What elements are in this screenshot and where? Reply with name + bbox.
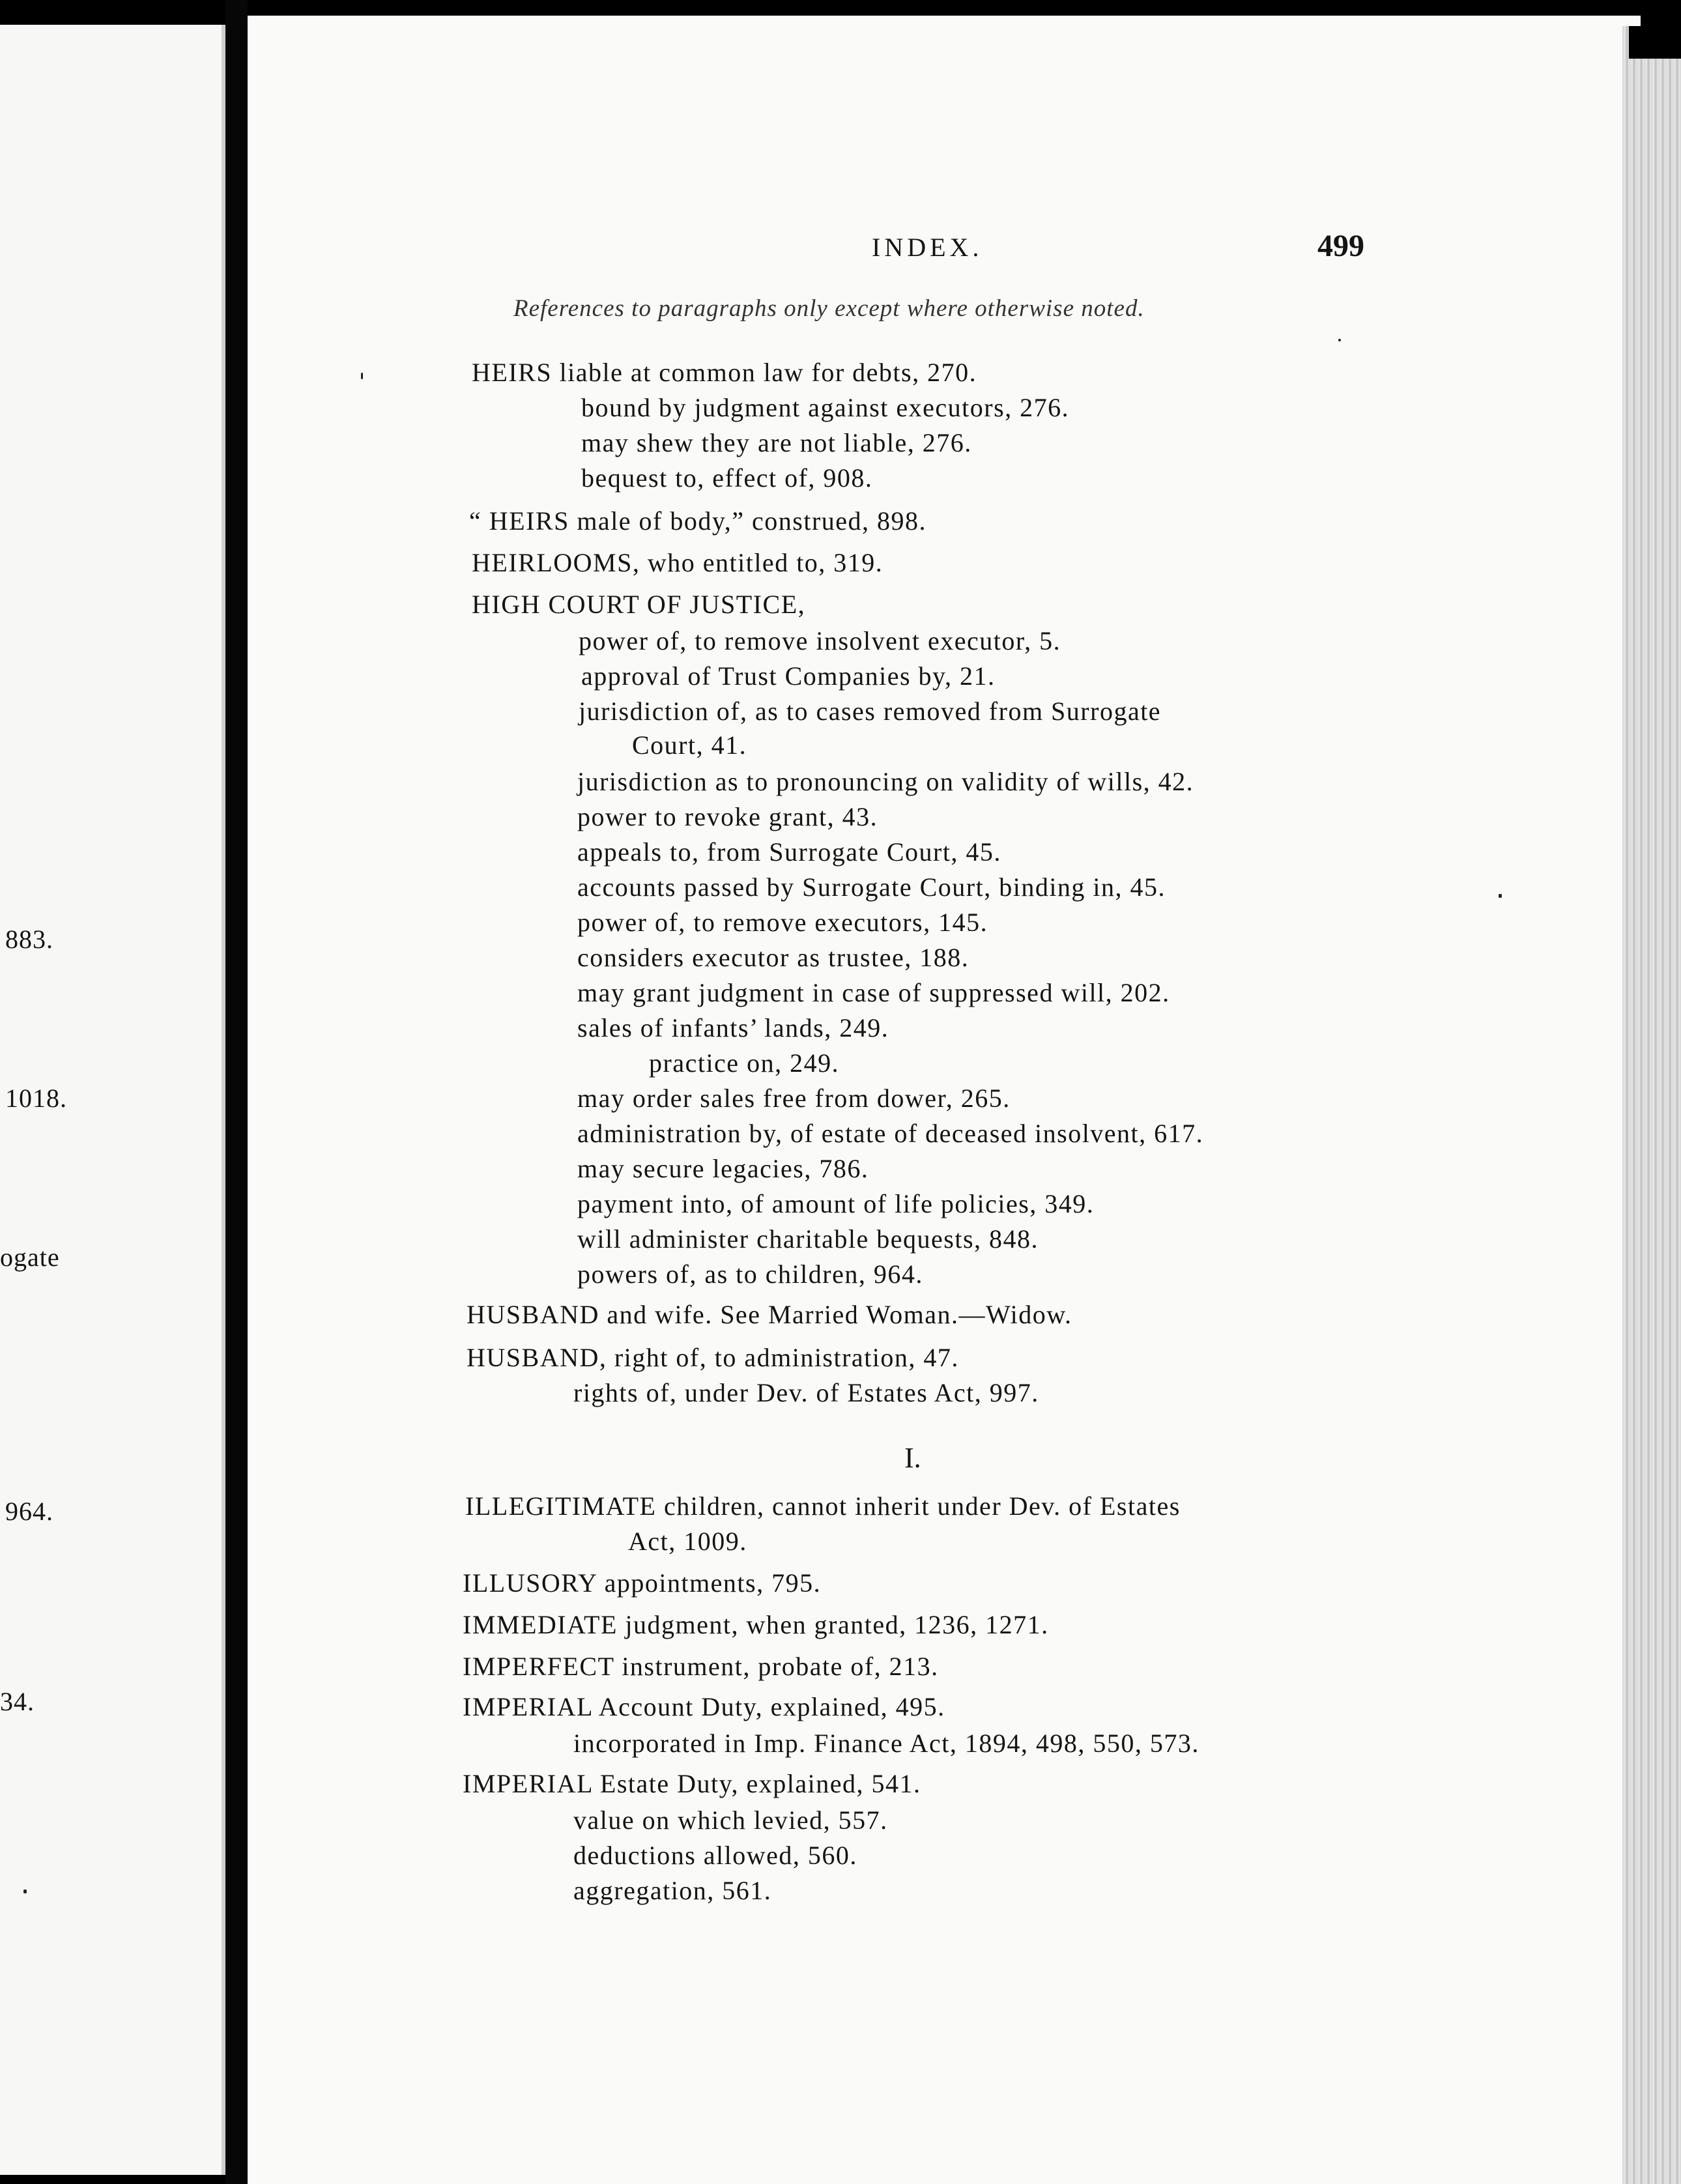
margin-ref: 883. xyxy=(5,925,53,954)
index-subentry: may secure legacies, 786. xyxy=(577,1154,869,1183)
index-subentry: power of, to remove insolvent executor, 5. xyxy=(579,626,1061,655)
index-subentry: jurisdiction of, as to cases removed from Surrogate xyxy=(579,697,1162,726)
margin-ref: 1018. xyxy=(5,1084,67,1113)
section-letter: I. xyxy=(904,1442,921,1474)
index-subentry: value on which levied, 557. xyxy=(573,1805,888,1835)
index-subentry: will administer charitable bequests, 848. xyxy=(577,1224,1039,1254)
book-gutter xyxy=(225,0,248,2184)
index-subentry: rights of, under Dev. of Estates Act, 997. xyxy=(573,1378,1039,1407)
index-entry-heading: IMPERIAL Account Duty, explained, 495. xyxy=(463,1692,945,1721)
index-subentry-nested: practice on, 249. xyxy=(649,1048,840,1078)
index-subentry-continuation: Court, 41. xyxy=(632,730,747,760)
index-subentry: may order sales free from dower, 265. xyxy=(577,1084,1011,1113)
index-entry-heading: HUSBAND, right of, to administration, 47. xyxy=(467,1343,959,1372)
index-subentry: may shew they are not liable, 276. xyxy=(581,428,972,457)
index-subentry: approval of Trust Companies by, 21. xyxy=(581,661,996,691)
index-entry-heading: IMMEDIATE judgment, when granted, 1236, 1271. xyxy=(463,1610,1049,1639)
index-subentry: appeals to, from Surrogate Court, 45. xyxy=(577,837,1001,867)
index-entry-heading: IMPERIAL Estate Duty, explained, 541. xyxy=(463,1769,921,1798)
index-subentry: jurisdiction as to pronouncing on validity of wills, 42. xyxy=(577,767,1194,796)
index-subentry: deductions allowed, 560. xyxy=(573,1841,857,1870)
index-subentry: incorporated in Imp. Finance Act, 1894, 498, 550, 573. xyxy=(573,1729,1200,1758)
page-edge-shadow xyxy=(1629,26,1681,59)
index-subentry: power to revoke grant, 43. xyxy=(577,802,878,831)
index-subentry: bound by judgment against executors, 276. xyxy=(581,393,1070,422)
index-entry-heading: HEIRS liable at common law for debts, 270. xyxy=(472,358,977,387)
ink-speck xyxy=(361,373,363,379)
index-entry-heading: “ HEIRS male of body,” construed, 898. xyxy=(469,506,927,536)
ink-speck xyxy=(1499,894,1502,898)
index-subentry: bequest to, effect of, 908. xyxy=(581,463,873,493)
index-subentry: payment into, of amount of life policies, 349. xyxy=(577,1189,1095,1218)
index-entry-heading: HIGH COURT OF JUSTICE, xyxy=(472,590,806,619)
index-subentry: aggregation, 561. xyxy=(573,1876,772,1905)
index-subentry: power of, to remove executors, 145. xyxy=(577,908,988,937)
margin-ref: 34. xyxy=(0,1687,35,1716)
index-subentry: administration by, of estate of deceased insolvent, 617. xyxy=(577,1119,1204,1148)
page-number: 499 xyxy=(1317,229,1364,263)
index-subentry: considers executor as trustee, 188. xyxy=(577,943,970,972)
index-entry-heading: HEIRLOOMS, who entitled to, 319. xyxy=(472,548,884,577)
ink-speck xyxy=(23,1889,27,1893)
index-entry-continuation: Act, 1009. xyxy=(628,1527,747,1556)
margin-ref: ogate xyxy=(0,1243,60,1272)
references-note: References to paragraphs only except where otherwise noted. xyxy=(513,295,1145,322)
index-entry-heading: HUSBAND and wife. See Married Woman.—Widow. xyxy=(467,1300,1072,1329)
index-subentry: sales of infants’ lands, 249. xyxy=(577,1013,889,1042)
index-entry-heading: ILLEGITIMATE children, cannot inherit under Dev. of Estates xyxy=(465,1491,1181,1521)
index-entry-heading: IMPERFECT instrument, probate of, 213. xyxy=(463,1652,939,1681)
index-entry-heading: ILLUSORY appointments, 795. xyxy=(463,1568,822,1598)
margin-ref: 964. xyxy=(5,1497,53,1526)
page-edge-stack xyxy=(1622,26,1681,2184)
ink-speck xyxy=(1338,339,1341,341)
index-subentry: may grant judgment in case of suppressed will, 202. xyxy=(577,978,1170,1007)
index-subentry: accounts passed by Surrogate Court, binding in, 45. xyxy=(577,872,1166,902)
index-subentry: powers of, as to children, 964. xyxy=(577,1259,923,1289)
running-header: INDEX. xyxy=(872,233,983,262)
